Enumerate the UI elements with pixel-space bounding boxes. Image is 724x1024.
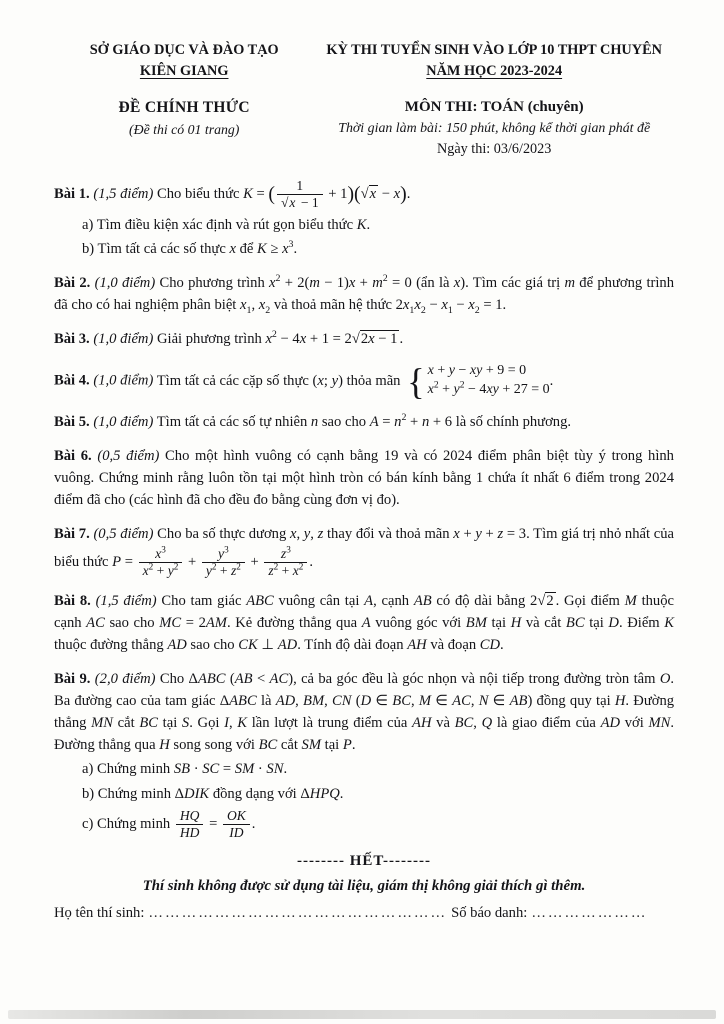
candidate-name-label: Họ tên thí sinh: xyxy=(54,905,145,922)
end-marker: -------- HẾT-------- xyxy=(297,853,431,870)
problems-list xyxy=(54,178,674,841)
problem-3 xyxy=(54,329,674,351)
problem-statement xyxy=(54,329,674,351)
problem-9 xyxy=(54,669,674,841)
candidate-info-line xyxy=(54,905,674,922)
no-materials-note: Thí sinh không được sử dụng tài liệu, giám thị không giải thích gì thêm. xyxy=(142,878,586,895)
problem-points: (0,5 điểm) xyxy=(97,448,160,465)
page-count-note: (Đề thi có 01 trang) xyxy=(129,121,240,137)
scan-artifact xyxy=(8,1010,716,1019)
problem-number: Bài 4. xyxy=(54,372,90,389)
problem-body: Cho tam giác ABC vuông cân tại A, cạnh AB có độ dài bằng 2√2 . Gọi điểm M thuộc cạnh AC sao cho MC = 2AM. Kẻ đường thẳng qua A vuông góc với BM tại H và cắt BC tại D. Điểm K thuộc đường thẳng AD sao cho CK ⊥ AD. Tính độ dài đoạn AH và đoạn CD. xyxy=(54,593,675,653)
problem-statement xyxy=(54,591,674,657)
department-line: SỞ GIÁO DỤC VÀ ĐÀO TẠO xyxy=(89,42,279,58)
duration-line: Thời gian làm bài: 150 phút, không kể thời gian phát đề xyxy=(338,121,651,137)
problem-points: (0,5 điểm) xyxy=(93,525,154,542)
problem-1-part-a: a) Tìm điều kiện xác định và rút gọn biểu thức K. xyxy=(82,216,371,233)
problem-statement xyxy=(54,178,674,212)
problem-body: Cho biểu thức K = ( $\frac{1}{√x - 1}$ + 1)(√x − x). xyxy=(156,177,411,211)
problem-body: Cho ba số thực dương x, y, z thay đổi và thoả mãn x + y + z = 3. Tìm giá trị nhỏ nhất của biểu thức P = $\frac{x^3}{x^2 + y^2}$ + $\frac{y^3}{y^2 + z^2}$ + $\frac{z^3}{z^2 + x^2}$ . xyxy=(54,525,675,578)
problem-9-part-c: c) Chứng minh $\frac{HQ}{HD}$ = $\frac{OK}{ID}$ . xyxy=(82,807,256,840)
problem-statement xyxy=(54,412,674,434)
problem-points: (1,5 điểm) xyxy=(95,593,157,610)
exam-date: Ngày thi: 03/6/2023 xyxy=(437,141,552,158)
footer xyxy=(54,853,674,922)
problem-number: Bài 1. xyxy=(54,186,90,203)
problem-statement xyxy=(54,446,674,512)
problem-points: (1,0 điểm) xyxy=(94,274,156,291)
candidate-number-label: Số báo danh: xyxy=(451,905,528,922)
problem-2 xyxy=(54,273,674,317)
exam-title-block xyxy=(314,40,674,160)
problem-9-part-b: b) Chứng minh ΔDIK đồng dạng với ΔHPQ. xyxy=(82,786,344,803)
problem-body: Cho phương trình $x^2 + 2(m - 1)x + m^2 = 0$ (ẩn là x). Tìm các giá trị m để phương trình đã cho có hai nghiệm phân biệt $x_1$, $x_2$ và thoả mãn hệ thức $2x_1x_2 - x_1 - x_2 = 1$. xyxy=(54,272,675,316)
problem-number: Bài 2. xyxy=(54,274,91,291)
problem-number: Bài 3. xyxy=(54,330,90,347)
problem-4 xyxy=(54,362,674,400)
problem-body: Cho ΔABC (AB < AC), cả ba góc đều là góc nhọn và nội tiếp trong đường tròn tâm O. Ba đường cao của tam giác ΔABC là AD, BM, CN (D ∈ BC, M ∈ AC, N ∈ AB) đồng quy tại H. Đường thẳng MN cắt BC tại S. Gọi I, K lần lượt là trung điểm của AH và BC, Q là giao điểm của AD với MN. Đường thẳng qua H song song với BC cắt SM tại P. xyxy=(54,670,675,753)
problem-number: Bài 7. xyxy=(54,525,90,542)
problem-statement xyxy=(54,669,674,757)
province-line: KIÊN GIANG xyxy=(139,62,229,79)
problem-body: Tìm tất cả các số tự nhiên n sao cho $A = n^2 + n + 6$ là số chính phương. xyxy=(156,412,572,431)
problem-number: Bài 6. xyxy=(54,448,92,465)
problem-points: (1,0 điểm) xyxy=(93,414,154,431)
problem-6 xyxy=(54,446,674,512)
problem-body: Giải phương trình $x^2 - 4x + 1 = 2√2x - 1$ . xyxy=(156,328,404,347)
exam-title: KỲ THI TUYỂN SINH VÀO LỚP 10 THPT CHUYÊN xyxy=(326,42,662,58)
problem-number: Bài 5. xyxy=(54,414,90,431)
problem-number: Bài 8. xyxy=(54,593,91,610)
problem-statement xyxy=(54,362,674,400)
problem-5 xyxy=(54,412,674,434)
candidate-name-blank: ……………………………………………… xyxy=(148,905,448,922)
subject-line: MÔN THI: TOÁN (chuyên) xyxy=(404,99,584,116)
problem-number: Bài 9. xyxy=(54,670,91,687)
problem-1 xyxy=(54,178,674,261)
problem-statement xyxy=(54,524,674,579)
header xyxy=(54,40,674,160)
problem-7 xyxy=(54,524,674,579)
issuing-authority-block xyxy=(54,40,314,160)
problem-body: Cho một hình vuông có cạnh bằng 19 và có 2024 điểm phân biệt tùy ý trong hình vuông. Chứng minh rằng luôn tồn tại một hình tròn có bán kính bằng 1 chứa ít nhất 6 điểm trong 2024 điểm đã cho (các hình đã cho đều đo bằng cùng đơn vị đo). xyxy=(54,448,674,508)
problem-9-part-a: a) Chứng minh SB · SC = SM · SN. xyxy=(82,761,288,778)
problem-1-part-b: b) Tìm tất cả các số thực x để $K \ge x^3$. xyxy=(82,239,298,258)
problem-points: (1,0 điểm) xyxy=(93,330,154,347)
official-exam-label: ĐỀ CHÍNH THỨC xyxy=(118,99,250,117)
problem-points: (1,0 điểm) xyxy=(93,372,154,389)
candidate-number-blank: ………………… xyxy=(531,905,648,922)
problem-points: (1,5 điểm) xyxy=(93,186,154,203)
problem-body: Tìm tất cả các cặp số thực (x; y) thỏa mãn { x + y − xy + 9 = 0 $x^2 + y^2 - 4xy + 27 = 0$ . xyxy=(156,360,554,402)
problem-8 xyxy=(54,591,674,657)
problem-statement xyxy=(54,273,674,317)
problem-points: (2,0 điểm) xyxy=(94,670,156,687)
school-year: NĂM HỌC 2023-2024 xyxy=(426,62,563,79)
